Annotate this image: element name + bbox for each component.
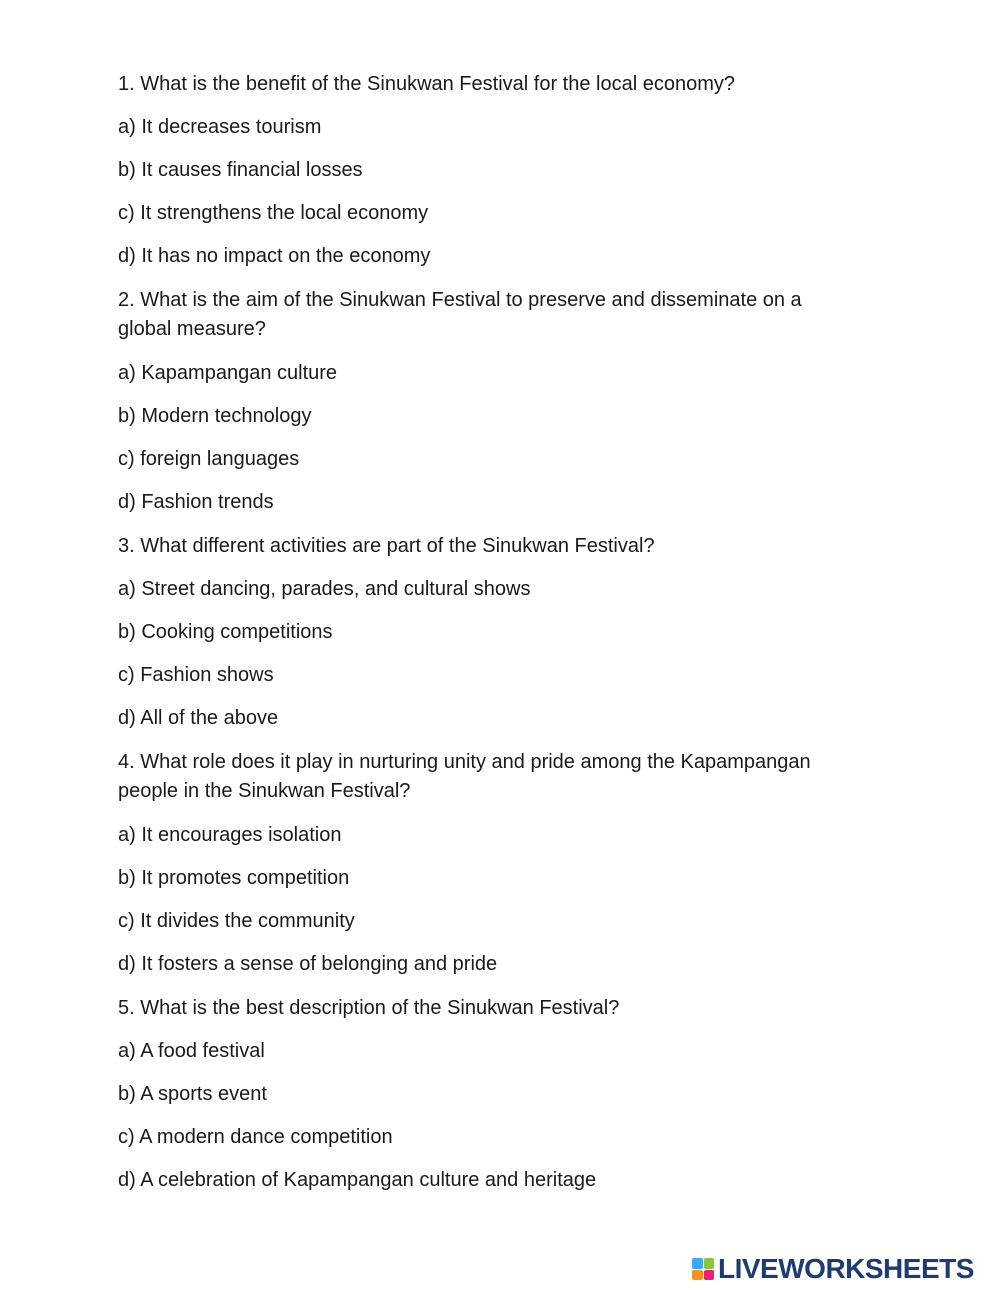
liveworksheets-logo-icon — [692, 1258, 714, 1280]
q3-option-a[interactable]: a) Street dancing, parades, and cultural shows — [118, 578, 531, 600]
q5-option-c[interactable]: c) A modern dance competition — [118, 1126, 393, 1148]
liveworksheets-logo — [692, 1254, 974, 1284]
q2-option-c[interactable]: c) foreign languages — [118, 448, 300, 470]
logo-square-3 — [692, 1270, 703, 1281]
q4-option-c[interactable]: c) It divides the community — [118, 910, 355, 932]
q2-option-a[interactable]: a) Kapampangan culture — [118, 362, 338, 384]
q5-option-a[interactable]: a) A food festival — [118, 1040, 265, 1062]
question-2-line-2: global measure? — [118, 318, 266, 340]
q4-option-b[interactable]: b) It promotes competition — [118, 867, 350, 889]
logo-square-4 — [704, 1270, 715, 1281]
q5-option-d[interactable]: d) A celebration of Kapampangan culture and heritage — [118, 1169, 597, 1191]
q3-option-c[interactable]: c) Fashion shows — [118, 664, 274, 686]
q3-option-d[interactable]: d) All of the above — [118, 707, 279, 729]
question-4-line-2: people in the Sinukwan Festival? — [118, 780, 411, 802]
q1-option-a[interactable]: a) It decreases tourism — [118, 116, 322, 138]
q1-option-c[interactable]: c) It strengthens the local economy — [118, 202, 429, 224]
question-4-line-1: 4. What role does it play in nurturing unity and pride among the Kapampangan — [118, 751, 811, 773]
logo-square-2 — [704, 1258, 715, 1269]
q1-option-d[interactable]: d) It has no impact on the economy — [118, 245, 431, 267]
q1-option-b[interactable]: b) It causes financial losses — [118, 159, 363, 181]
logo-wordmark: LIVEWORKSHEETS — [718, 1253, 974, 1284]
q4-option-d[interactable]: d) It fosters a sense of belonging and pride — [118, 953, 498, 975]
q3-option-b[interactable]: b) Cooking competitions — [118, 621, 333, 643]
q2-option-d[interactable]: d) Fashion trends — [118, 491, 274, 513]
question-3: 3. What different activities are part of the Sinukwan Festival? — [118, 535, 655, 557]
question-5: 5. What is the best description of the Sinukwan Festival? — [118, 997, 620, 1019]
q4-option-a[interactable]: a) It encourages isolation — [118, 824, 342, 846]
logo-square-1 — [692, 1258, 703, 1269]
question-2-line-1: 2. What is the aim of the Sinukwan Festival to preserve and disseminate on a — [118, 289, 802, 311]
q5-option-b[interactable]: b) A sports event — [118, 1083, 267, 1105]
question-1: 1. What is the benefit of the Sinukwan Festival for the local economy? — [118, 73, 735, 95]
q2-option-b[interactable]: b) Modern technology — [118, 405, 312, 427]
